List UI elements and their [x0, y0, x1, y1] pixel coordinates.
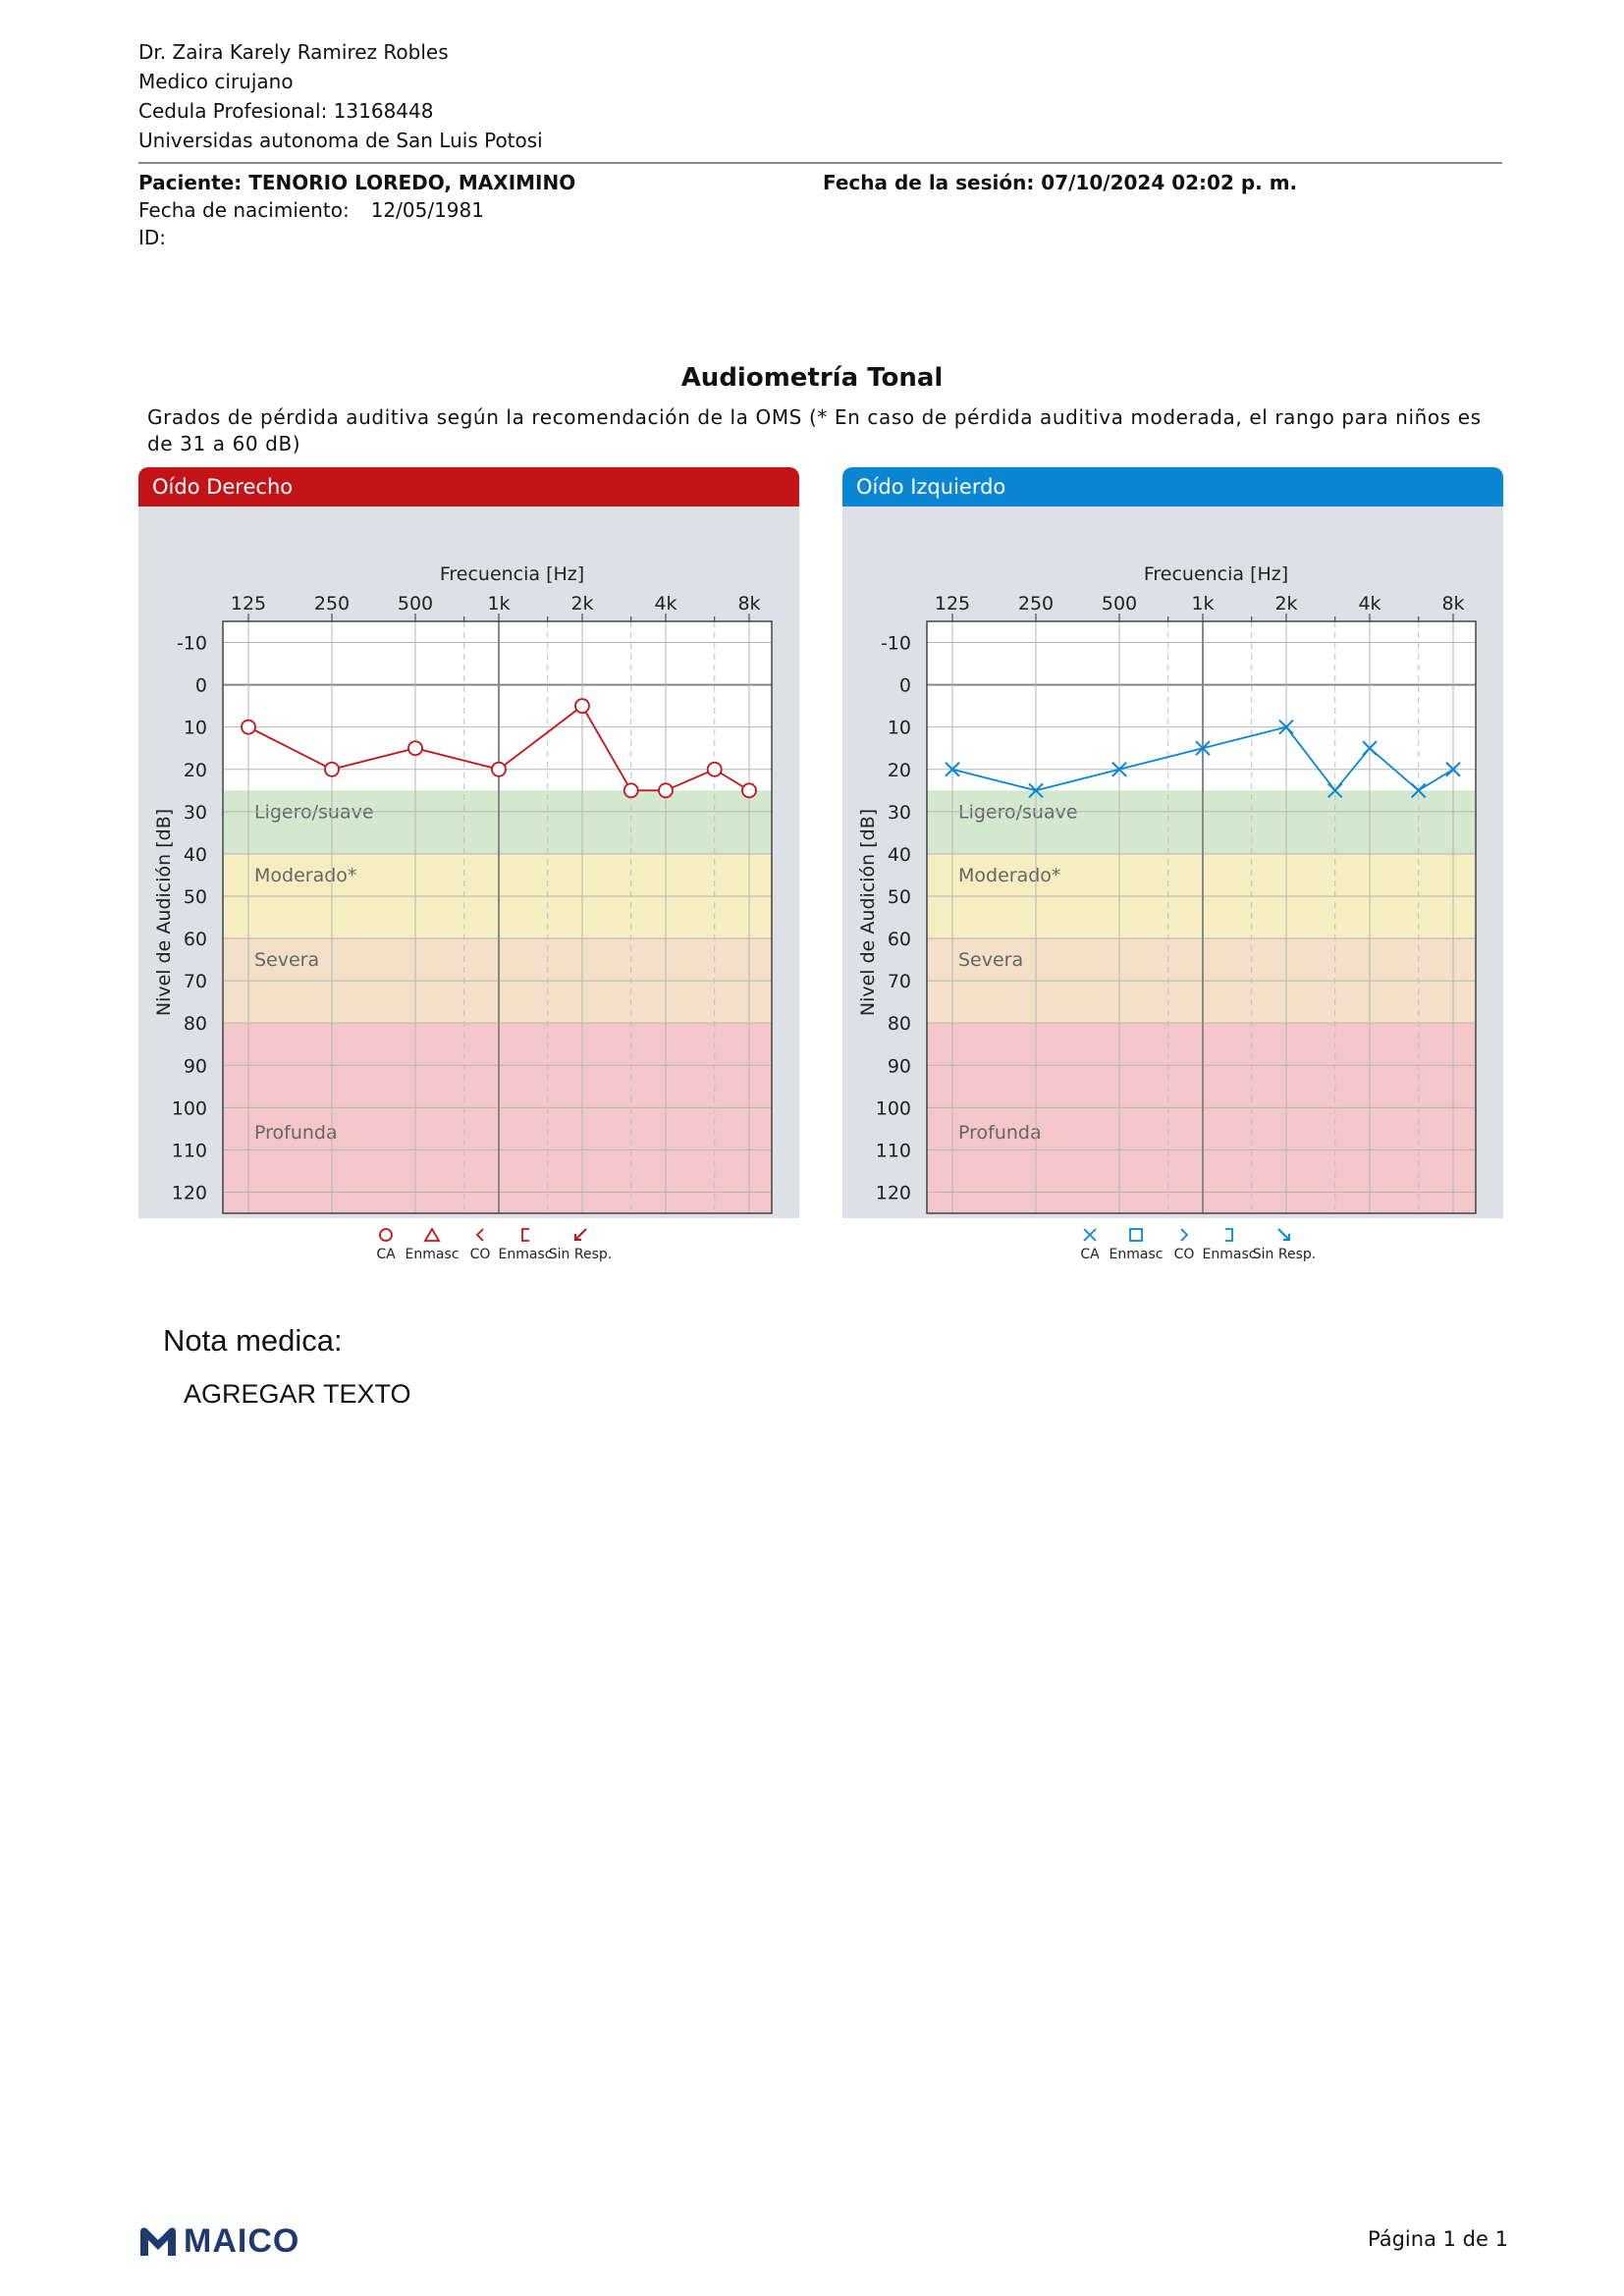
band-profunda — [927, 1023, 1476, 1213]
x-tick-label: 500 — [397, 593, 434, 614]
band-label: Moderado* — [254, 864, 357, 886]
band-label: Moderado* — [958, 864, 1061, 886]
patient-info — [138, 169, 575, 251]
y-tick-label: 70 — [887, 971, 911, 993]
x-axis-label: Frecuencia [Hz] — [1143, 563, 1289, 585]
x-tick-label: 500 — [1101, 593, 1138, 614]
note-text[interactable]: AGREGAR TEXTO — [184, 1379, 411, 1409]
y-tick-label: -10 — [176, 632, 207, 655]
legend-symbol-bracket-left — [522, 1229, 529, 1241]
y-tick-label: 10 — [887, 717, 911, 739]
y-tick-label: 90 — [183, 1055, 207, 1078]
doctor-header — [138, 37, 543, 155]
legend-circle-icon — [380, 1229, 392, 1241]
y-tick-label: 80 — [183, 1013, 207, 1036]
doctor-name: Dr. Zaira Karely Ramirez Robles — [138, 40, 449, 64]
y-tick-label: 110 — [171, 1140, 207, 1162]
legend-square-icon — [1130, 1229, 1142, 1241]
maico-logo-text: MAICO — [184, 2221, 300, 2260]
band-label: Ligero/suave — [958, 801, 1078, 824]
legend-label: CA — [376, 1247, 396, 1262]
x-tick-label: 8k — [737, 593, 761, 614]
x-tick-label: 125 — [230, 593, 267, 614]
right-ear-header: Oído Derecho — [138, 467, 799, 507]
legend-label: Enmasc — [405, 1247, 460, 1262]
legend-symbol-arrow-down-right — [1278, 1229, 1289, 1240]
legend-symbol-triangle — [425, 1229, 439, 1241]
x-tick-label: 4k — [1358, 593, 1381, 614]
legend-label: CA — [1080, 1247, 1100, 1262]
doctor-license: Cedula Profesional: 13168448 — [138, 99, 434, 123]
y-tick-label: -10 — [880, 632, 911, 655]
legend-label: Enmasc — [498, 1247, 553, 1262]
data-point — [325, 763, 339, 776]
legend-triangle-icon — [425, 1229, 439, 1241]
x-tick-label: 1k — [487, 593, 511, 614]
y-tick-label: 20 — [887, 759, 911, 781]
note-title: Nota medica: — [163, 1323, 343, 1358]
left-ear-audiogram — [842, 507, 1503, 1262]
session-date: Fecha de la sesión: 07/10/2024 02:02 p. m. — [823, 171, 1298, 194]
band-profunda — [223, 1023, 772, 1213]
x-tick-label: 1k — [1191, 593, 1215, 614]
data-point — [708, 763, 722, 776]
y-tick-label: 90 — [887, 1055, 911, 1078]
y-tick-label: 120 — [171, 1182, 207, 1204]
legend-label: Enmasc — [1109, 1247, 1164, 1262]
legend-symbol-circle — [380, 1229, 392, 1241]
maico-logo-icon — [138, 2224, 178, 2258]
y-axis-label: Nivel de Audición [dB] — [857, 808, 879, 1017]
y-tick-label: 40 — [887, 843, 911, 866]
y-tick-label: 60 — [887, 929, 911, 951]
page-number: Página 1 de 1 — [1368, 2227, 1508, 2251]
y-tick-label: 110 — [875, 1140, 911, 1162]
y-tick-label: 100 — [171, 1097, 207, 1120]
report-subtitle: Grados de pérdida auditiva según la recomendación de la OMS (* En caso de pérdida auditiva moderada, el rango para niños es de 31 a 60 dB) — [147, 405, 1482, 455]
data-point — [624, 783, 638, 797]
y-tick-label: 10 — [183, 717, 207, 739]
y-tick-label: 0 — [194, 674, 207, 697]
data-point — [742, 783, 756, 797]
data-point — [408, 741, 422, 755]
data-point — [492, 763, 506, 776]
x-tick-label: 250 — [1017, 593, 1055, 614]
maico-logo — [138, 2221, 299, 2261]
y-tick-label: 40 — [183, 843, 207, 866]
y-tick-label: 20 — [183, 759, 207, 781]
data-point — [242, 721, 255, 734]
band-label: Severa — [958, 949, 1024, 972]
data-point — [575, 699, 589, 713]
patient-id: ID: — [138, 226, 167, 249]
legend-angle-right-icon — [1181, 1229, 1187, 1241]
right-ear-audiogram — [138, 507, 799, 1262]
y-tick-label: 0 — [898, 674, 911, 697]
legend-bracket-right-icon — [1225, 1229, 1232, 1241]
x-tick-label: 2k — [1274, 593, 1298, 614]
y-axis-label: Nivel de Audición [dB] — [153, 808, 175, 1017]
legend-label: CO — [1173, 1247, 1195, 1262]
y-tick-label: 50 — [183, 885, 207, 908]
x-tick-label: 2k — [570, 593, 594, 614]
y-tick-label: 50 — [887, 885, 911, 908]
patient-dob — [138, 196, 575, 224]
legend-symbol-angle-left — [477, 1229, 483, 1241]
data-point — [659, 783, 673, 797]
y-tick-label: 100 — [875, 1097, 911, 1120]
legend-label: CO — [469, 1247, 491, 1262]
legend-symbol-bracket-right — [1225, 1229, 1232, 1241]
legend-symbol-x — [1084, 1229, 1096, 1241]
doctor-university: Universidas autonoma de San Luis Potosi — [138, 129, 543, 152]
y-tick-label: 30 — [887, 801, 911, 824]
legend-arrow-icon — [1278, 1229, 1289, 1240]
x-tick-label: 125 — [934, 593, 971, 614]
legend-symbol-arrow-down-left — [575, 1229, 586, 1240]
band-label: Ligero/suave — [254, 801, 374, 824]
legend-symbol-angle-right — [1181, 1229, 1187, 1241]
header-divider — [138, 162, 1502, 164]
y-tick-label: 80 — [887, 1013, 911, 1036]
left-ear-panel — [842, 467, 1503, 1262]
left-ear-header: Oído Izquierdo — [842, 467, 1503, 507]
legend-angle-left-icon — [477, 1229, 483, 1241]
x-tick-label: 4k — [654, 593, 677, 614]
legend-arrow-icon — [575, 1229, 586, 1240]
patient-dob-label: Fecha de nacimiento: — [138, 198, 350, 222]
legend-x-icon — [1084, 1229, 1096, 1241]
band-label: Profunda — [254, 1122, 338, 1145]
y-tick-label: 30 — [183, 801, 207, 824]
x-axis-label: Frecuencia [Hz] — [439, 563, 585, 585]
legend-bracket-left-icon — [522, 1229, 529, 1241]
patient-dob-value: 12/05/1981 — [370, 198, 484, 222]
report-title: Audiometría Tonal — [680, 363, 944, 393]
band-label: Severa — [254, 949, 320, 972]
band-label: Profunda — [958, 1122, 1042, 1145]
legend-label: Enmasc — [1202, 1247, 1257, 1262]
x-tick-label: 250 — [313, 593, 351, 614]
legend-label: Sin Resp. — [548, 1247, 613, 1262]
legend-symbol-square — [1130, 1229, 1142, 1241]
x-tick-label: 8k — [1441, 593, 1465, 614]
legend-label: Sin Resp. — [1252, 1247, 1317, 1262]
patient-name: Paciente: TENORIO LOREDO, MAXIMINO — [138, 171, 576, 194]
right-ear-panel — [138, 467, 799, 1262]
doctor-role: Medico cirujano — [138, 70, 294, 93]
y-tick-label: 60 — [183, 929, 207, 951]
y-tick-label: 70 — [183, 971, 207, 993]
y-tick-label: 120 — [875, 1182, 911, 1204]
